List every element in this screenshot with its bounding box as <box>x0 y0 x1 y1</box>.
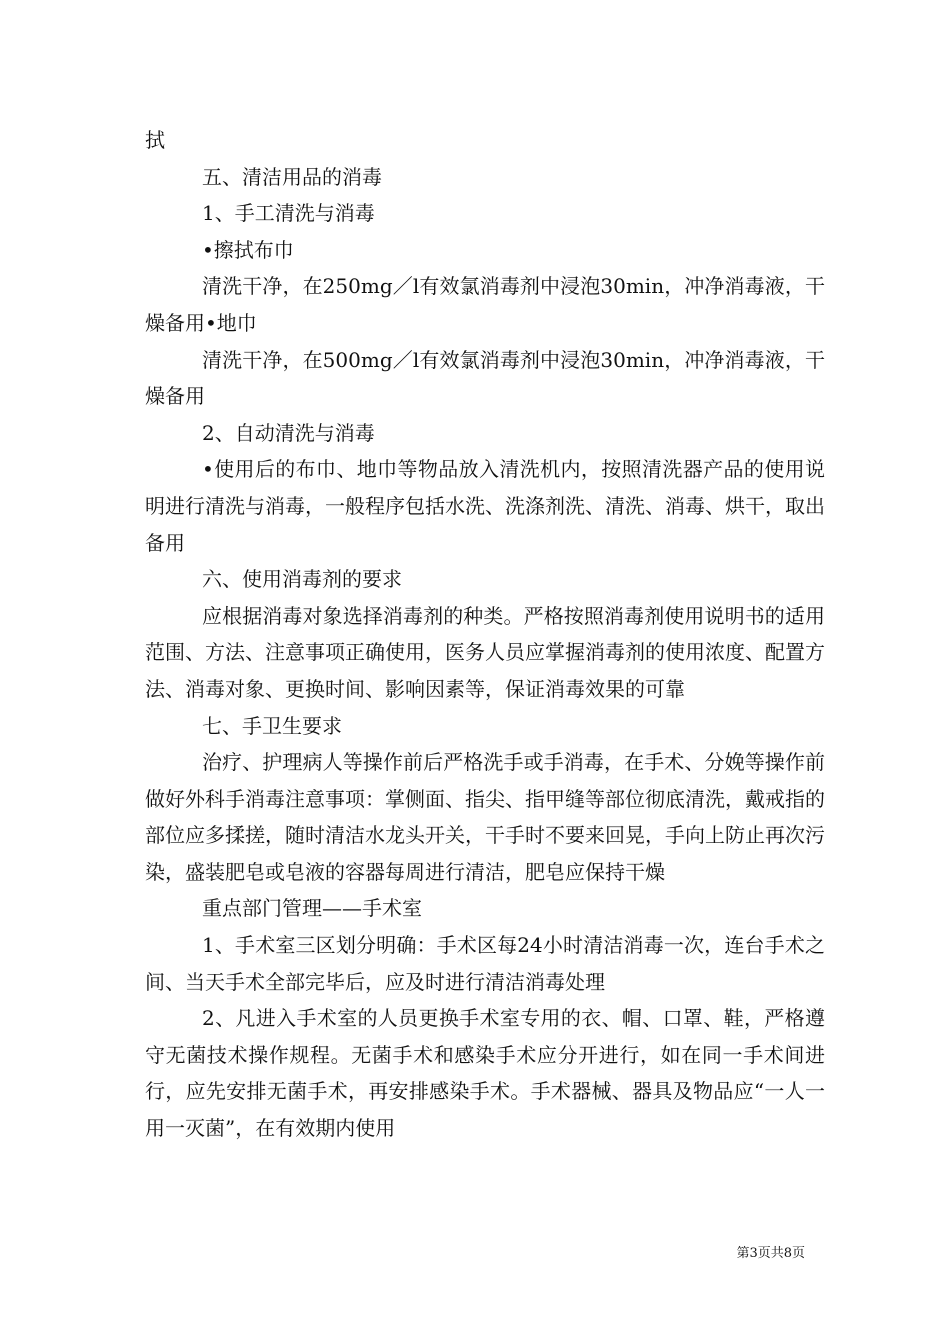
paragraph-cloth-cleaning: 清洗干净，在250mg／l有效氯消毒剂中浸泡30min，冲净消毒液，干燥备用•地巾 <box>145 274 825 335</box>
document-body <box>145 122 825 1147</box>
paragraph-disinfectant-requirements: 应根据消毒对象选择消毒剂的种类。严格按照消毒剂使用说明书的适用范围、方法、注意事项正确使用，医务人员应掌握消毒剂的使用浓度、配置方法、消毒对象、更换时间、影响因素等，保证消毒效果的可靠 <box>145 603 825 701</box>
section-heading-5: 五、清洁用品的消毒 <box>202 164 382 189</box>
page-number: 第3页共8页 <box>736 1246 805 1261</box>
paragraph-or-zones: 1、手术室三区划分明确：手术区每24小时清洁消毒一次，连台手术之间、当天手术全部完毕后，应及时进行清洁消毒处理 <box>145 933 825 994</box>
paragraph-hand-hygiene: 治疗、护理病人等操作前后严格洗手或手消毒，在手术、分娩等操作前做好外科手消毒注意事项：掌侧面、指尖、指甲缝等部位彻底清洗，戴戒指的部位应多揉搓，随时清洁水龙头开关，干手时不要来回晃，手向上防止再次污染，盛装肥皂或皂液的容器每周进行清洁，肥皂应保持干燥 <box>145 750 825 884</box>
section-heading-6: 六、使用消毒剂的要求 <box>202 567 402 592</box>
section-heading-7: 七、手卫生要求 <box>202 713 342 738</box>
subheading-manual-cleaning: 1、手工清洗与消毒 <box>202 201 375 226</box>
paragraph-continuation: 拭 <box>145 128 165 152</box>
paragraph-floor-cloth-cleaning: 清洗干净，在500mg／l有效氯消毒剂中浸泡30min，冲净消毒液，干燥备用 <box>145 347 825 409</box>
section-heading-operating-room: 重点部门管理——手术室 <box>202 896 422 921</box>
paragraph-or-personnel: 2、凡进入手术室的人员更换手术室专用的衣、帽、口罩、鞋，严格遵守无菌技术操作规程。无菌手术和感染手术应分开进行，如在同一手术间进行，应先安排无菌手术，再安排感染手术。手术器械、器具及物品应“一人一用一灭菌”，在有效期内使用 <box>145 1006 825 1141</box>
subheading-auto-cleaning: 2、自动清洗与消毒 <box>202 420 375 445</box>
bullet-auto-cleaning: •使用后的布巾、地巾等物品放入清洗机内，按照清洗器产品的使用说明进行清洗与消毒，一般程序包括水洗、洗涤剂洗、清洗、消毒、烘干，取出备用 <box>145 457 825 555</box>
bullet-wiping-cloth: •擦拭布巾 <box>202 237 294 262</box>
